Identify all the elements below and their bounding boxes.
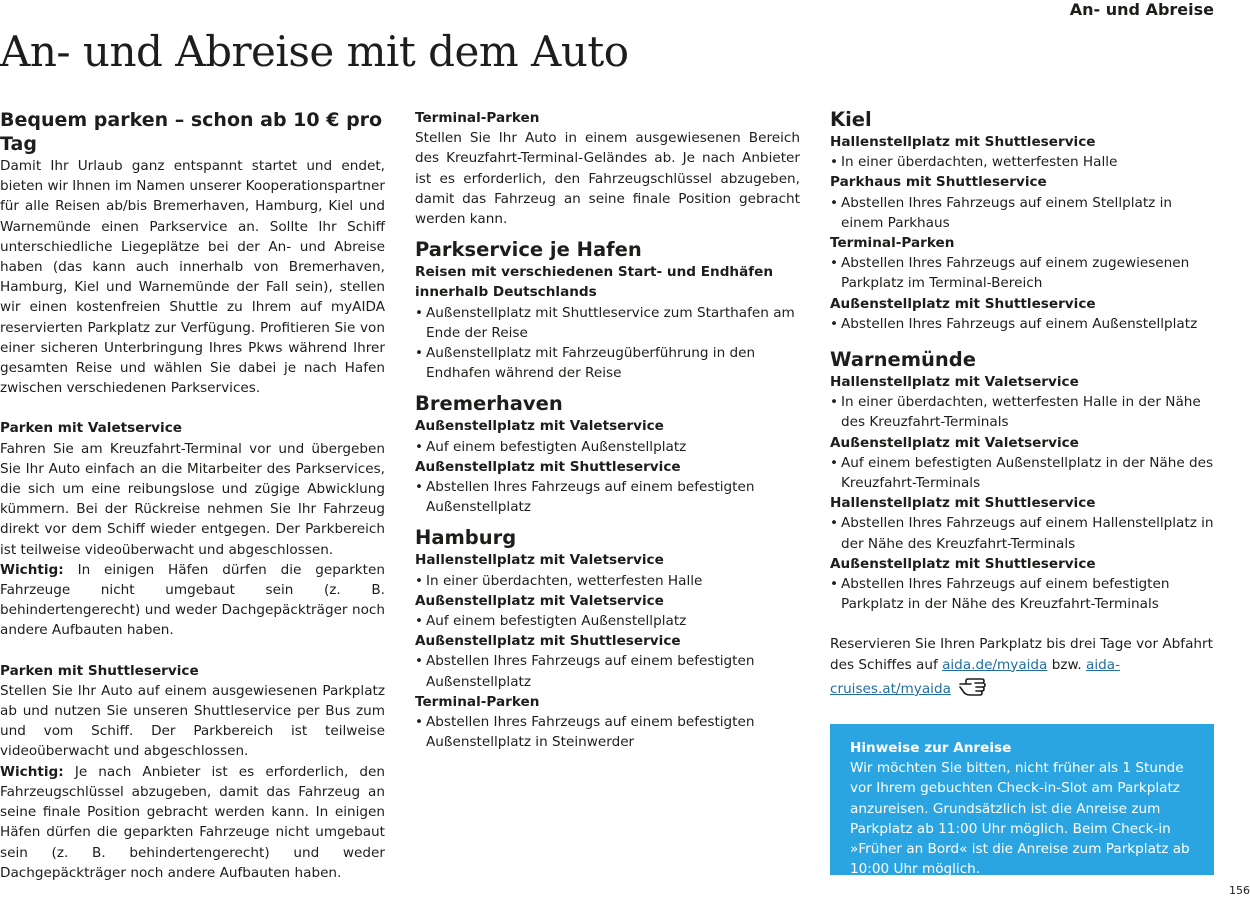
info-box-title: Hinweise zur Anreise bbox=[850, 740, 1012, 756]
kiel-heading: Kiel bbox=[830, 108, 872, 131]
shuttle-heading: Parken mit Shuttleservice bbox=[0, 662, 199, 679]
list-item: • Auf einem befestigten Außenstellplatz bbox=[415, 437, 800, 457]
important-text: Je nach Anbieter ist es erforderlich, den Fahrzeugschlüssel abzugeben, damit das Fahrzeug an seine finale Position gebracht werden kann. In einigen Häfen dürfen die geparkten Fahrzeuge nicht umgebaut sein (z. B. behindertengerecht) und weder Dachgepäckträger noch andere Aufbauten haben. bbox=[0, 763, 385, 881]
list-item: • Abstellen Ihres Fahrzeugs auf einem befestigten Außenstellplatz bbox=[415, 477, 800, 517]
hamburg-sub: Hallenstellplatz mit Valetservice bbox=[415, 552, 664, 569]
bremerhaven-heading: Bremerhaven bbox=[415, 392, 563, 416]
important-text: In einigen Häfen dürfen die geparkten Fahrzeuge nicht umgebaut sein (z. B. behindertengerecht) und weder Dachgepäckträger noch andere Aufbauten haben. bbox=[0, 561, 385, 639]
list-item: • Abstellen Ihres Fahrzeugs auf einem Außenstellplatz bbox=[830, 314, 1214, 334]
pointing-hand-icon bbox=[957, 675, 987, 703]
column-middle bbox=[415, 108, 800, 752]
list-item: • Abstellen Ihres Fahrzeugs auf einem Hallenstellplatz in der Nähe des Kreuzfahrt-Terminals bbox=[830, 513, 1214, 553]
kiel-sub: Außenstellplatz mit Shuttleservice bbox=[830, 295, 1096, 312]
bremerhaven-sub: Außenstellplatz mit Valetservice bbox=[415, 418, 664, 435]
list-item: • Außenstellplatz mit Shuttleservice zum Starthafen am Ende der Reise bbox=[415, 303, 800, 343]
list-item: • Abstellen Ihres Fahrzeugs auf einem Stellplatz in einem Parkhaus bbox=[830, 193, 1214, 233]
hamburg-sub: Außenstellplatz mit Valetservice bbox=[415, 592, 664, 609]
intro-text: Damit Ihr Urlaub ganz entspannt startet und endet, bieten wir Ihnen im Namen unserer Kooperationspartner für alle Reisen ab/bis Bremerhaven, Hamburg, Kiel und Warnemünde einen Parkservice an. Sollte Ihr Schiff unterschiedliche Liegeplätze bei der An- und Abreise haben (das kann auch innerhalb von Bremerhaven, Hamburg, Kiel und Warnemünde der Fall sein), stellen wir einen kostenfreien Shuttle zu Ihrem auf myAIDA reservierten Parkplatz zur Verfügung. Profitieren Sie von einer sicheren Unterbringung Ihres Pkws während Ihrer gesamten Reise und wählen Sie dabei je nach Hafen zwischen verschiedenen Parkservices. bbox=[0, 158, 385, 397]
parkservice-subheading: Reisen mit verschiedenen Start- und Endhäfen innerhalb Deutschlands bbox=[415, 264, 774, 301]
warnemuende-heading: Warnemünde bbox=[830, 348, 976, 372]
kiel-sub: Terminal-Parken bbox=[830, 235, 955, 252]
column-left bbox=[0, 108, 385, 883]
hamburg-sub: Terminal-Parken bbox=[415, 693, 540, 710]
valet-heading: Parken mit Valetservice bbox=[0, 420, 182, 437]
valet-important bbox=[0, 560, 385, 641]
list-item: • Auf einem befestigten Außenstellplatz bbox=[415, 611, 800, 631]
terminal-parking-text: Stellen Sie Ihr Auto in einem ausgewiesenen Bereich des Kreuzfahrt-Terminal-Geländes ab. Je nach Anbieter ist es erforderlich, den Fahrzeugschlüssel abzugeben, damit das Fahrzeug an seine finale Position gebracht werden kann. bbox=[415, 130, 800, 228]
kiel-sub: Parkhaus mit Shuttleservice bbox=[830, 174, 1047, 191]
kiel-sub: Hallenstellplatz mit Shuttleservice bbox=[830, 134, 1096, 150]
important-label: Wichtig: bbox=[0, 561, 64, 578]
hamburg-sub: Außenstellplatz mit Shuttleservice bbox=[415, 633, 681, 650]
parkservice-heading: Parkservice je Hafen bbox=[415, 238, 642, 262]
page-title: An- und Abreise mit dem Auto bbox=[0, 27, 629, 76]
important-label: Wichtig: bbox=[0, 763, 64, 780]
parking-heading: Bequem parken – schon ab 10 € pro Tag bbox=[0, 109, 383, 155]
list-item: • Abstellen Ihres Fahrzeugs auf einem befestigten Parkplatz in der Nähe des Kreuzfahrt-Terminals bbox=[830, 574, 1214, 614]
section-header: An- und Abreise bbox=[1069, 0, 1214, 19]
list-item: • Abstellen Ihres Fahrzeugs auf einem befestigten Außenstellplatz bbox=[415, 651, 800, 691]
terminal-parking-heading: Terminal-Parken bbox=[415, 110, 540, 126]
warnemuende-sub: Hallenstellplatz mit Shuttleservice bbox=[830, 495, 1096, 512]
reservation-text: Reservieren Sie Ihren Parkplatz bis drei Tage vor Abfahrt des Schiffes auf aida.de/myaida bzw. aida-cruises.at/myaida bbox=[830, 634, 1214, 703]
valet-text: Fahren Sie am Kreuzfahrt-Terminal vor und übergeben Sie Ihr Auto einfach an die Mitarbeiter des Parkservices, die sich um eine reibungslose und zügige Abwicklung kümmern. Bei der Rückreise nehmen Sie Ihr Fahrzeug direkt vor dem Schiff wieder entgegen. Der Parkbereich ist teilweise videoüberwacht und abgeschlossen. bbox=[0, 440, 385, 558]
shuttle-important bbox=[0, 762, 385, 883]
warnemuende-sub: Hallenstellplatz mit Valetservice bbox=[830, 374, 1079, 391]
list-item: • Auf einem befestigten Außenstellplatz in der Nähe des Kreuzfahrt-Terminals bbox=[830, 453, 1214, 493]
aida-de-link[interactable]: aida.de/myaida bbox=[942, 656, 1048, 673]
aida-at-link[interactable]: aida-cruises.at/myaida bbox=[830, 656, 1120, 697]
shuttle-text: Stellen Sie Ihr Auto auf einem ausgewiesenen Parkplatz ab und nutzen Sie unseren Shuttleservice per Bus zum und vom Schiff. Der Parkbereich ist teilweise videoüberwacht und abgeschlossen. bbox=[0, 682, 385, 760]
list-item: • In einer überdachten, wetterfesten Halle in der Nähe des Kreuzfahrt-Terminals bbox=[830, 392, 1214, 432]
list-item: • In einer überdachten, wetterfesten Halle bbox=[415, 571, 800, 591]
warnemuende-sub: Außenstellplatz mit Shuttleservice bbox=[830, 555, 1096, 572]
list-item: • Abstellen Ihres Fahrzeugs auf einem befestigten Außenstellplatz in Steinwerder bbox=[415, 712, 800, 752]
arrival-info-box bbox=[830, 724, 1214, 878]
hamburg-heading: Hamburg bbox=[415, 526, 517, 550]
warnemuende-sub: Außenstellplatz mit Valetservice bbox=[830, 434, 1079, 451]
parkservice-list bbox=[415, 303, 800, 384]
column-right bbox=[830, 108, 1214, 703]
list-item: • Abstellen Ihres Fahrzeugs auf einem zugewiesenen Parkplatz im Terminal-Bereich bbox=[830, 253, 1214, 293]
list-item: • In einer überdachten, wetterfesten Halle bbox=[830, 152, 1214, 172]
page-number: 156 bbox=[1229, 884, 1250, 897]
info-box-text: Wir möchten Sie bitten, nicht früher als 1 Stunde vor Ihrem gebuchten Check-in-Slot am Parkplatz anzureisen. Grundsätzlich ist die Anreise zum Parkplatz ab 11:00 Uhr möglich. Beim Check-in »Früher an Bord« ist die Anreise zum Parkplatz ab 10:00 Uhr möglich. bbox=[850, 760, 1190, 878]
list-item: • Außenstellplatz mit Fahrzeugüberführung in den Endhafen während der Reise bbox=[415, 343, 800, 383]
bremerhaven-sub: Außenstellplatz mit Shuttleservice bbox=[415, 458, 681, 475]
